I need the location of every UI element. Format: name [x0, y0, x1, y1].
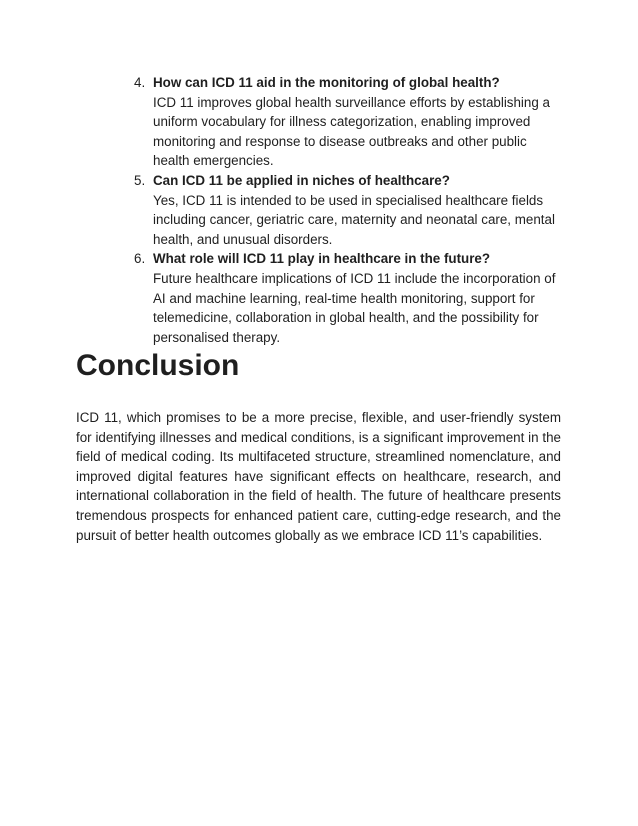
- faq-answer: Future healthcare implications of ICD 11 include the incorporation of AI and machine learning, real-time health monitoring, support for telemedicine, collaboration in global health, and the possibility for personalised therapy.: [153, 270, 556, 345]
- faq-answer: Yes, ICD 11 is intended to be used in specialised healthcare fields including cancer, geriatric care, maternity and neonatal care, mental health, and unusual disorders.: [153, 192, 555, 247]
- faq-question: Can ICD 11 be applied in niches of healthcare?: [153, 172, 450, 188]
- faq-number: 5.: [134, 172, 146, 188]
- faq-question: What role will ICD 11 play in healthcare in the future?: [153, 251, 491, 267]
- conclusion-heading: Conclusion: [76, 349, 240, 382]
- faq-question: How can ICD 11 aid in the monitoring of global health?: [153, 75, 500, 90]
- faq-item: [126, 73, 566, 171]
- faq-item: [126, 249, 566, 347]
- faq-item: [126, 171, 566, 249]
- faq-number: 6.: [134, 251, 146, 267]
- faq-answer: ICD 11 improves global health surveillance efforts by establishing a uniform vocabulary for illness categorization, enabling improved monitoring and response to disease outbreaks and other public health emergencies.: [153, 94, 550, 169]
- faq-list: [126, 73, 566, 347]
- conclusion-paragraph: ICD 11, which promises to be a more precise, flexible, and user-friendly system for identifying illnesses and medical conditions, is a significant improvement in the field of medical coding. Its multifaceted structure, streamlined nomenclature, and improved digital features have significant effects on healthcare, research, and international collaboration in the field of health. The future of healthcare presents tremendous prospects for enhanced patient care, cutting-edge research, and the pursuit of better health outcomes globally as we embrace ICD 11’s capabilities.: [76, 410, 561, 543]
- faq-number: 4.: [134, 75, 146, 90]
